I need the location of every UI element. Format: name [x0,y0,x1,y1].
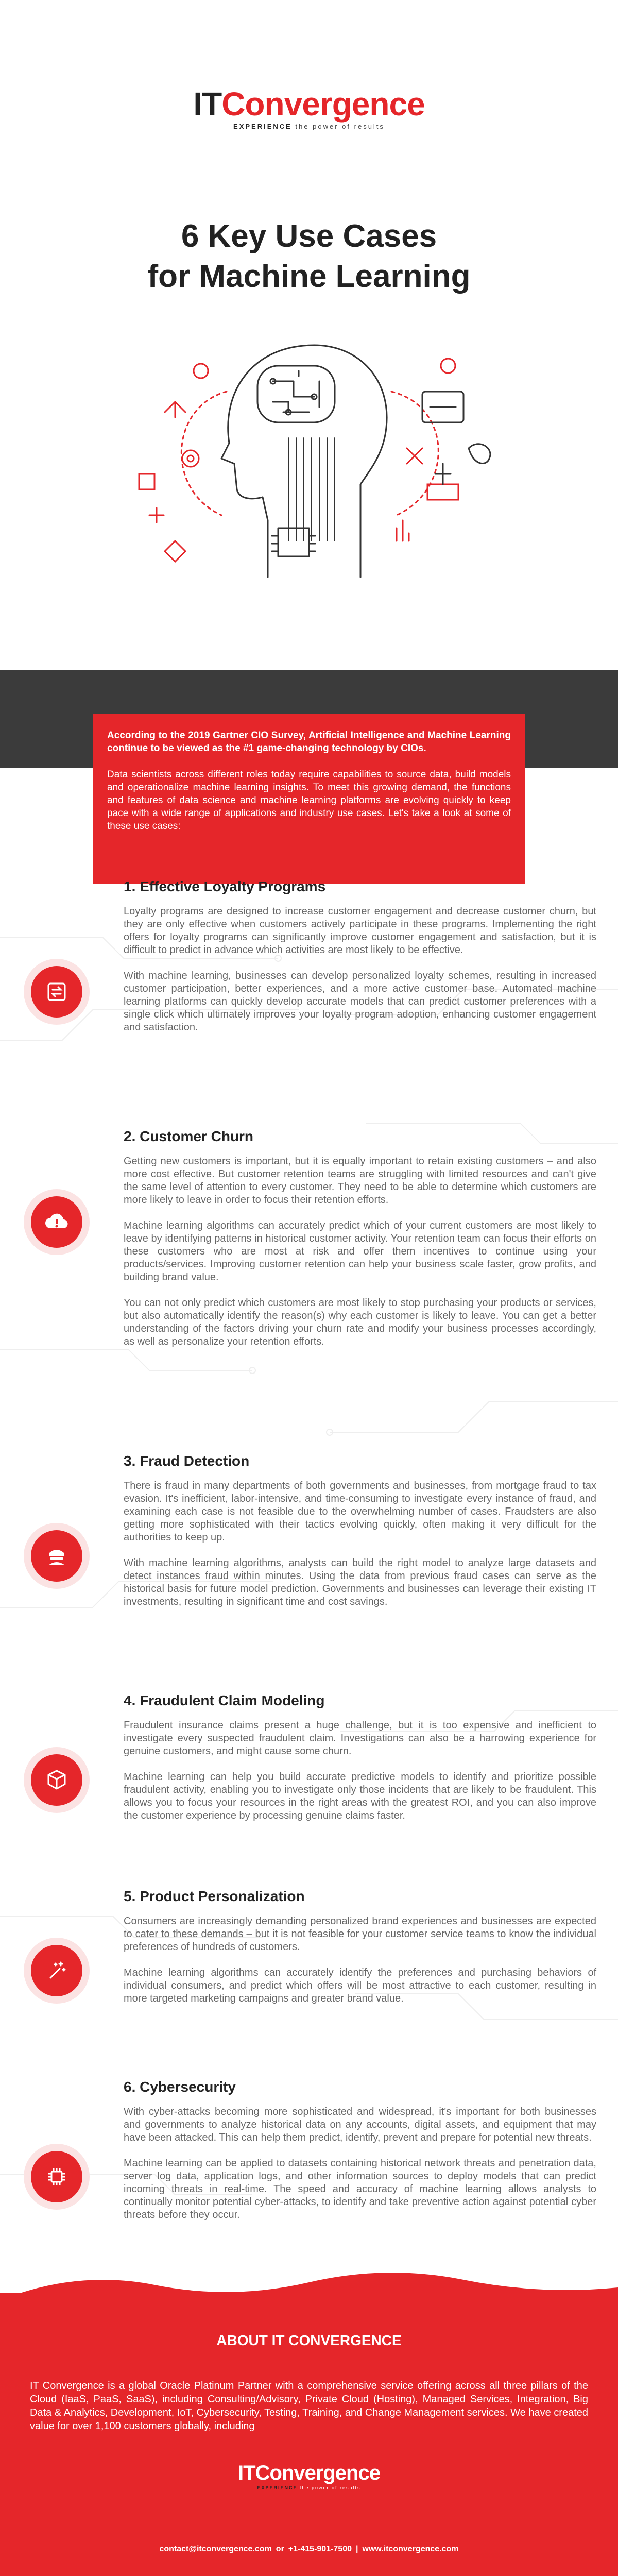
chip-shield-icon [31,2151,82,2202]
section-title: 6. Cybersecurity [124,2079,236,2095]
section-paragraph: Consumers are increasingly demanding personalized brand experiences and businesses are expected to cater to these demands – but it is not feasible for your customer service teams to know the individual preferences of hundreds of customers. [124,1916,596,1953]
footer-contact: contact@itconvergence.com or +1-415-901-7500 | www.itconvergence.com [159,2545,459,2553]
section-paragraph: Machine learning algorithms can accurately predict which of your current customers are most likely to leave by identifying patterns in historical customer activity. Your retention team can focus their efforts on these customers who are most at risk and offer them incentives to continue using your products/services. Improving customer retention can help your business scale faster, grow profits, and building brand value. [124,1220,596,1283]
logo-tagline: EXPERIENCE the power of results [233,123,385,130]
footer-website-link[interactable]: www.itconvergence.com [362,2545,459,2553]
intro-box [93,714,525,884]
footer-title: ABOUT IT CONVERGENCE [216,2332,402,2348]
section-paragraph: Machine learning can help you build accurate predictive models to identify and prioritize possible fraudulent activity, enabling you to investigate only those incidents that are likely to be fraudulent. This allows you to focus your resources in the right areas with the greatest ROI, and you can also improve the customer experience by processing genuine claims faster. [124,1771,596,1821]
section-title: 5. Product Personalization [124,1888,305,1904]
footer-phone[interactable]: +1-415-901-7500 [288,2545,352,2553]
section-paragraph: Getting new customers is important, but it is equally important to retain existing customers – and also more cost effective. But customer retention teams are struggling with limited resources and can't give the same level of attention to every customer. They need to be able to determine which customers are more likely to leave in order to focus their retention efforts. [124,1156,596,1206]
footer [0,2293,618,2576]
section-paragraph: With cyber-attacks becoming more sophisticated and widespread, it's important for both businesses and governments to analyze historical data on any accounts, digital assets, and equipment that may have been attacked. This can help them predict, identify, prevent and prepare for potential new threats. [124,2106,596,2143]
section-paragraph: Loyalty programs are designed to increase customer engagement and decrease customer churn, but they are only effective when customers actively participate in these programs. Implementing the right offers for loyalty programs can significantly improve customer engagement and satisfaction, but it is difficult to predict in advance which activities are most likely to be effective. [124,906,596,956]
logo-convergence: Convergence [221,86,425,123]
magic-wand-icon [31,1945,82,1996]
section-personalization [124,1888,596,2018]
section-title: 1. Effective Loyalty Programs [124,878,326,894]
section-claim-modeling [124,1692,596,1835]
box-check-icon [31,1754,82,1806]
header-logo [0,88,618,130]
intro-highlight: According to the 2019 Gartner CIO Survey, Artificial Intelligence and Machine Learning continue to be viewed as the #1 game-changing technology by CIOs. [107,730,511,754]
section-paragraph: Machine learning algorithms can accurately identify the preferences and purchasing behaviors of individual consumers, and predict which offers will be most attractive to each customer, resulting in more targeted marketing campaigns and greater brand value. [124,1967,596,2004]
footer-text: IT Convergence is a global Oracle Platinum Partner with a comprehensive service offering across all three pillars of the Cloud (IaaS, PaaS, SaaS), including Consulting/Advisory, Private Cloud (Hosting), Managed Services, Integration, Big Data & Analytics, Development, IoT, Cybersecurity, Testing, Training, and Change Management services. We have created value for over 1,100 customers globally, including [30,2380,588,2432]
footer-logo: ITConvergence EXPERIENCE the power of results [238,2462,380,2490]
section-paragraph: With machine learning, businesses can develop personalized loyalty schemes, resulting in increased customer participation, better experiences, and a more active customer base. Automated machine learning platforms can quickly develop accurate models that can predict customer preferences with a single click which ultimately improves your loyalty program adoption, enhancing customer engagement and satisfaction. [124,970,596,1033]
section-cybersecurity [124,2079,596,2234]
intro-text: Data scientists across different roles today require capabilities to source data, build models and operationalize machine learning insights. To meet this growing demand, the functions and features of data science and machine learning platforms are evolving quickly to keep pace with a wide range of applications and industry use cases. Let's take a look at some of these use cases: [107,769,511,832]
section-paragraph: Fraudulent insurance claims present a huge challenge, but it is too expensive and inefficient to investigate every suspected fraudulent claim. Investigations can also be a harrowing experience for genuine customers, and might cause some churn. [124,1720,596,1757]
cloud-alert-icon [31,1196,82,1248]
hacker-icon [31,1530,82,1582]
section-paragraph: Machine learning can be applied to datasets containing historical network threats and penetration data, server log data, application logs, and other information sources to deploy models that can predict incoming threats in real-time. The speed and accuracy of machine learning allows analysts to continually monitor potential cyber-attacks, to identify and take preventive action against potential cyber threats before they occur. [124,2158,596,2221]
section-churn [124,1128,596,1361]
logo-it: IT [193,86,222,123]
section-fraud-detection [124,1453,596,1621]
section-title: 4. Fraudulent Claim Modeling [124,1692,325,1708]
section-paragraph: There is fraud in many departments of both governments and businesses, from mortgage fraud to tax evasion. It's inefficient, labor-intensive, and time-consuming to investigate every instance of fraud, and examining each case is not feasible due to the overwhelming number of cases. Fraudsters are also getting more sophisticated with their tactics evolving quickly, often making it very difficult for the authorities to keep up. [124,1480,596,1543]
section-paragraph: With machine learning algorithms, analysts can build the right model to analyze large datasets and detect instances fraud within minutes. Using the data from previous fraud cases can serve as the historical basis for future model prediction. Governments and businesses can leverage their existing IT investments, resulting in significant time and cost savings. [124,1557,596,1607]
section-paragraph: You can not only predict which customers are most likely to stop purchasing your products or services, but also automatically identify the reason(s) why each customer is likely to leave. You can get a better understanding of the factors driving your churn rate and modify your business processes accordingly, as well as personalize your retention efforts. [124,1297,596,1347]
loyalty-exchange-icon [31,966,82,1018]
section-title: 2. Customer Churn [124,1128,254,1144]
footer-wave [0,2269,618,2300]
section-loyalty [124,878,596,1047]
footer-email-link[interactable]: contact@itconvergence.com [159,2545,272,2553]
robot-head-illustration [118,335,500,587]
section-title: 3. Fraud Detection [124,1453,250,1469]
page-title: 6 Key Use Cases for Machine Learning [147,218,471,294]
